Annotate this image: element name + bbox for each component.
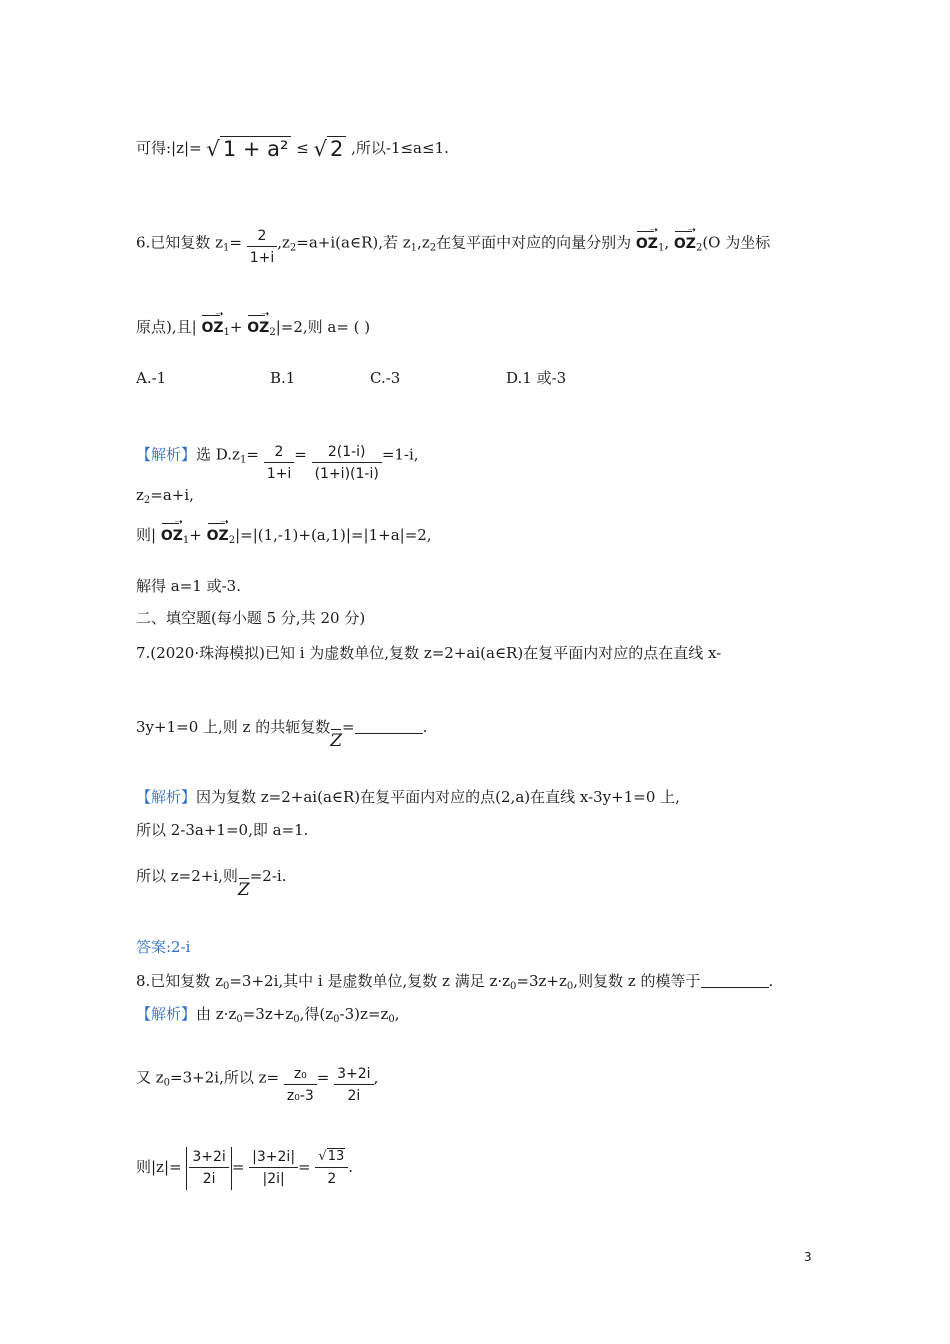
text: , bbox=[664, 233, 670, 252]
text: 则|z|= bbox=[136, 1158, 182, 1176]
line-result bbox=[136, 138, 449, 159]
num: 3+2i bbox=[189, 1147, 228, 1168]
sub: 1 bbox=[182, 535, 190, 546]
arrow-icon: ➝ bbox=[207, 520, 229, 526]
sub: 0 bbox=[388, 1014, 395, 1025]
conjugate-z: Z bbox=[237, 880, 250, 900]
q6-option-b: B.1 bbox=[270, 369, 296, 387]
text: = bbox=[298, 1158, 311, 1176]
sub: 1 bbox=[410, 242, 418, 254]
text: = bbox=[342, 718, 355, 736]
fraction bbox=[312, 442, 382, 485]
text: |=|(1,-1)+(a,1)|=|1+a|=2, bbox=[235, 526, 432, 544]
q6-analysis-1 bbox=[136, 426, 419, 485]
text: 所以 z=2+i,则 bbox=[136, 867, 238, 885]
sub: 2 bbox=[269, 327, 276, 338]
fraction bbox=[264, 442, 295, 485]
text: =3+2i,所以 z= bbox=[170, 1068, 280, 1087]
vector-oz2 bbox=[673, 224, 696, 254]
arrow-icon: ➝ bbox=[201, 312, 223, 318]
text: (O 为坐标 bbox=[702, 233, 771, 252]
vec-label: OZ bbox=[673, 235, 696, 252]
sub: 0 bbox=[510, 981, 517, 992]
text: 6.已知复数 z bbox=[136, 233, 223, 252]
text: 8.已知复数 z bbox=[136, 972, 223, 990]
arrow-icon: ➝ bbox=[636, 228, 658, 234]
text: ,z bbox=[277, 233, 290, 252]
den: 2 bbox=[327, 1171, 337, 1187]
num: 3+2i bbox=[334, 1064, 373, 1085]
q6-analysis-4: 解得 a=1 或-3. bbox=[136, 577, 241, 595]
q7-analysis-3 bbox=[136, 866, 286, 900]
sub: 0 bbox=[293, 1014, 300, 1025]
den: 2i bbox=[347, 1088, 361, 1104]
radicand: 1 + a² bbox=[220, 136, 292, 161]
answer-blank bbox=[701, 973, 769, 988]
le-sign: ≤ bbox=[296, 139, 309, 157]
sub: 1 bbox=[657, 242, 665, 254]
text: 则| bbox=[136, 526, 157, 544]
vector-oz2 bbox=[247, 309, 270, 338]
q8-analysis-2 bbox=[136, 1050, 378, 1107]
text: + bbox=[189, 526, 202, 544]
vector-oz1 bbox=[635, 224, 658, 254]
q6-option-a: A.-1 bbox=[136, 369, 167, 387]
text: 由 z·z bbox=[196, 1005, 237, 1023]
fraction bbox=[189, 1147, 228, 1190]
text: 选 D.z bbox=[196, 445, 240, 464]
arrow-icon: ➝ bbox=[674, 228, 696, 234]
q6-option-c: C.-3 bbox=[370, 369, 401, 387]
q7-analysis-1 bbox=[136, 787, 680, 807]
text: = bbox=[229, 233, 242, 252]
text: =3z+z bbox=[242, 1005, 294, 1023]
q8-analysis-3 bbox=[136, 1146, 353, 1190]
sub: 2 bbox=[289, 242, 297, 254]
sqrt-two: √ 2 bbox=[314, 139, 347, 159]
sub: 0 bbox=[222, 981, 230, 992]
answer-blank bbox=[355, 719, 423, 734]
text: ,所以-1≤a≤1. bbox=[351, 139, 449, 157]
text: = bbox=[231, 1158, 245, 1176]
text: -3)z=z bbox=[339, 1005, 389, 1023]
vec-label: OZ bbox=[206, 528, 229, 544]
radicand: 2 bbox=[327, 136, 346, 161]
vector-oz1 bbox=[201, 309, 224, 338]
text: 又 z bbox=[136, 1068, 164, 1087]
sub: 2 bbox=[429, 242, 437, 254]
analysis-tag: 【解析】 bbox=[136, 445, 197, 464]
text: + bbox=[229, 318, 243, 336]
text: |=2,则 a= ( ) bbox=[275, 318, 371, 336]
sub: 1 bbox=[239, 454, 247, 466]
fraction bbox=[249, 1147, 298, 1190]
conjugate-z: Z bbox=[330, 731, 343, 751]
text: . bbox=[768, 972, 774, 990]
q6-analysis-2 bbox=[136, 485, 194, 511]
sub: 1 bbox=[222, 242, 230, 254]
den: z₀-3 bbox=[286, 1088, 314, 1104]
text: , bbox=[373, 1068, 379, 1087]
text: =3+2i,其中 i 是虚数单位,复数 z 满足 z·z bbox=[229, 972, 511, 990]
sub: 0 bbox=[236, 1014, 243, 1025]
text: ,z bbox=[417, 233, 430, 252]
q6-line1 bbox=[136, 218, 770, 269]
text: ,则复数 z 的模等于 bbox=[573, 972, 701, 990]
den: 1+i bbox=[249, 250, 275, 266]
text: = bbox=[246, 445, 259, 464]
q8-line1 bbox=[136, 971, 773, 997]
text: 3y+1=0 上,则 z 的共轭复数 bbox=[136, 718, 331, 736]
fraction bbox=[315, 1146, 348, 1190]
text: 因为复数 z=2+ai(a∈R)在复平面内对应的点(2,a)在直线 x-3y+1=0 上, bbox=[196, 788, 680, 806]
text: ,得(z bbox=[299, 1005, 334, 1023]
text: = bbox=[294, 445, 307, 464]
q7-line1: 7.(2020·珠海模拟)已知 i 为虚数单位,复数 z=2+ai(a∈R)在复平面内对应的点在直线 x- bbox=[136, 644, 722, 662]
vector-oz2 bbox=[206, 517, 229, 546]
section-heading: 二、填空题(每小题 5 分,共 20 分) bbox=[136, 609, 366, 627]
text: =a+i(a∈R),若 z bbox=[296, 233, 411, 252]
fraction bbox=[247, 226, 278, 269]
den: 2i bbox=[202, 1170, 216, 1187]
q6-line2 bbox=[136, 309, 371, 343]
fraction bbox=[284, 1064, 317, 1107]
vector-oz1 bbox=[160, 517, 183, 546]
text: . bbox=[348, 1158, 354, 1176]
den: 1+i bbox=[266, 466, 292, 482]
num: z₀ bbox=[284, 1064, 317, 1085]
abs-value bbox=[186, 1147, 231, 1190]
sqrt-expression: √ 1 + a² bbox=[206, 139, 291, 159]
text: z bbox=[136, 486, 144, 504]
sub: 0 bbox=[566, 981, 574, 992]
analysis-tag: 【解析】 bbox=[136, 1005, 197, 1023]
vec-label: OZ bbox=[201, 320, 224, 336]
q6-analysis-3 bbox=[136, 517, 432, 551]
text: =1-i, bbox=[381, 445, 419, 464]
text: =3z+z bbox=[516, 972, 567, 990]
sub: 2 bbox=[143, 495, 151, 506]
num: 2 bbox=[264, 442, 295, 463]
text: =a+i, bbox=[150, 486, 194, 504]
num: 2(1-i) bbox=[312, 442, 382, 463]
den: |2i| bbox=[262, 1170, 285, 1187]
text: , bbox=[394, 1005, 400, 1023]
text: 在复平面中对应的向量分别为 bbox=[436, 233, 632, 252]
num bbox=[315, 1146, 348, 1168]
arrow-icon: ➝ bbox=[247, 312, 269, 318]
sub: 0 bbox=[163, 1077, 171, 1089]
num: 2 bbox=[247, 226, 278, 247]
sub: 0 bbox=[333, 1014, 340, 1025]
text: =2-i. bbox=[249, 867, 287, 885]
q7-answer: 答案:2-i bbox=[136, 938, 191, 956]
text: = bbox=[316, 1068, 330, 1087]
sqrt-13: √13 bbox=[318, 1149, 345, 1164]
vec-label: OZ bbox=[160, 528, 183, 544]
fraction bbox=[334, 1064, 373, 1107]
q7-line2 bbox=[136, 717, 427, 751]
text: 原点),且| bbox=[136, 318, 197, 336]
vec-label: OZ bbox=[635, 235, 658, 252]
arrow-icon: ➝ bbox=[161, 520, 183, 526]
q7-analysis-2: 所以 2-3a+1=0,即 a=1. bbox=[136, 821, 309, 839]
sub: 2 bbox=[695, 242, 703, 254]
den: (1+i)(1-i) bbox=[314, 466, 379, 482]
q8-analysis-1 bbox=[136, 1004, 400, 1030]
sub: 1 bbox=[223, 327, 230, 338]
sub: 2 bbox=[228, 535, 236, 546]
num: |3+2i| bbox=[249, 1147, 298, 1168]
page-number: 3 bbox=[804, 1250, 812, 1264]
vec-label: OZ bbox=[247, 320, 270, 336]
analysis-tag: 【解析】 bbox=[136, 788, 197, 806]
text: 可得:|z|= bbox=[136, 139, 202, 157]
radicand: 13 bbox=[327, 1149, 345, 1164]
q6-option-d: D.1 或-3 bbox=[506, 369, 567, 387]
text: . bbox=[422, 718, 428, 736]
